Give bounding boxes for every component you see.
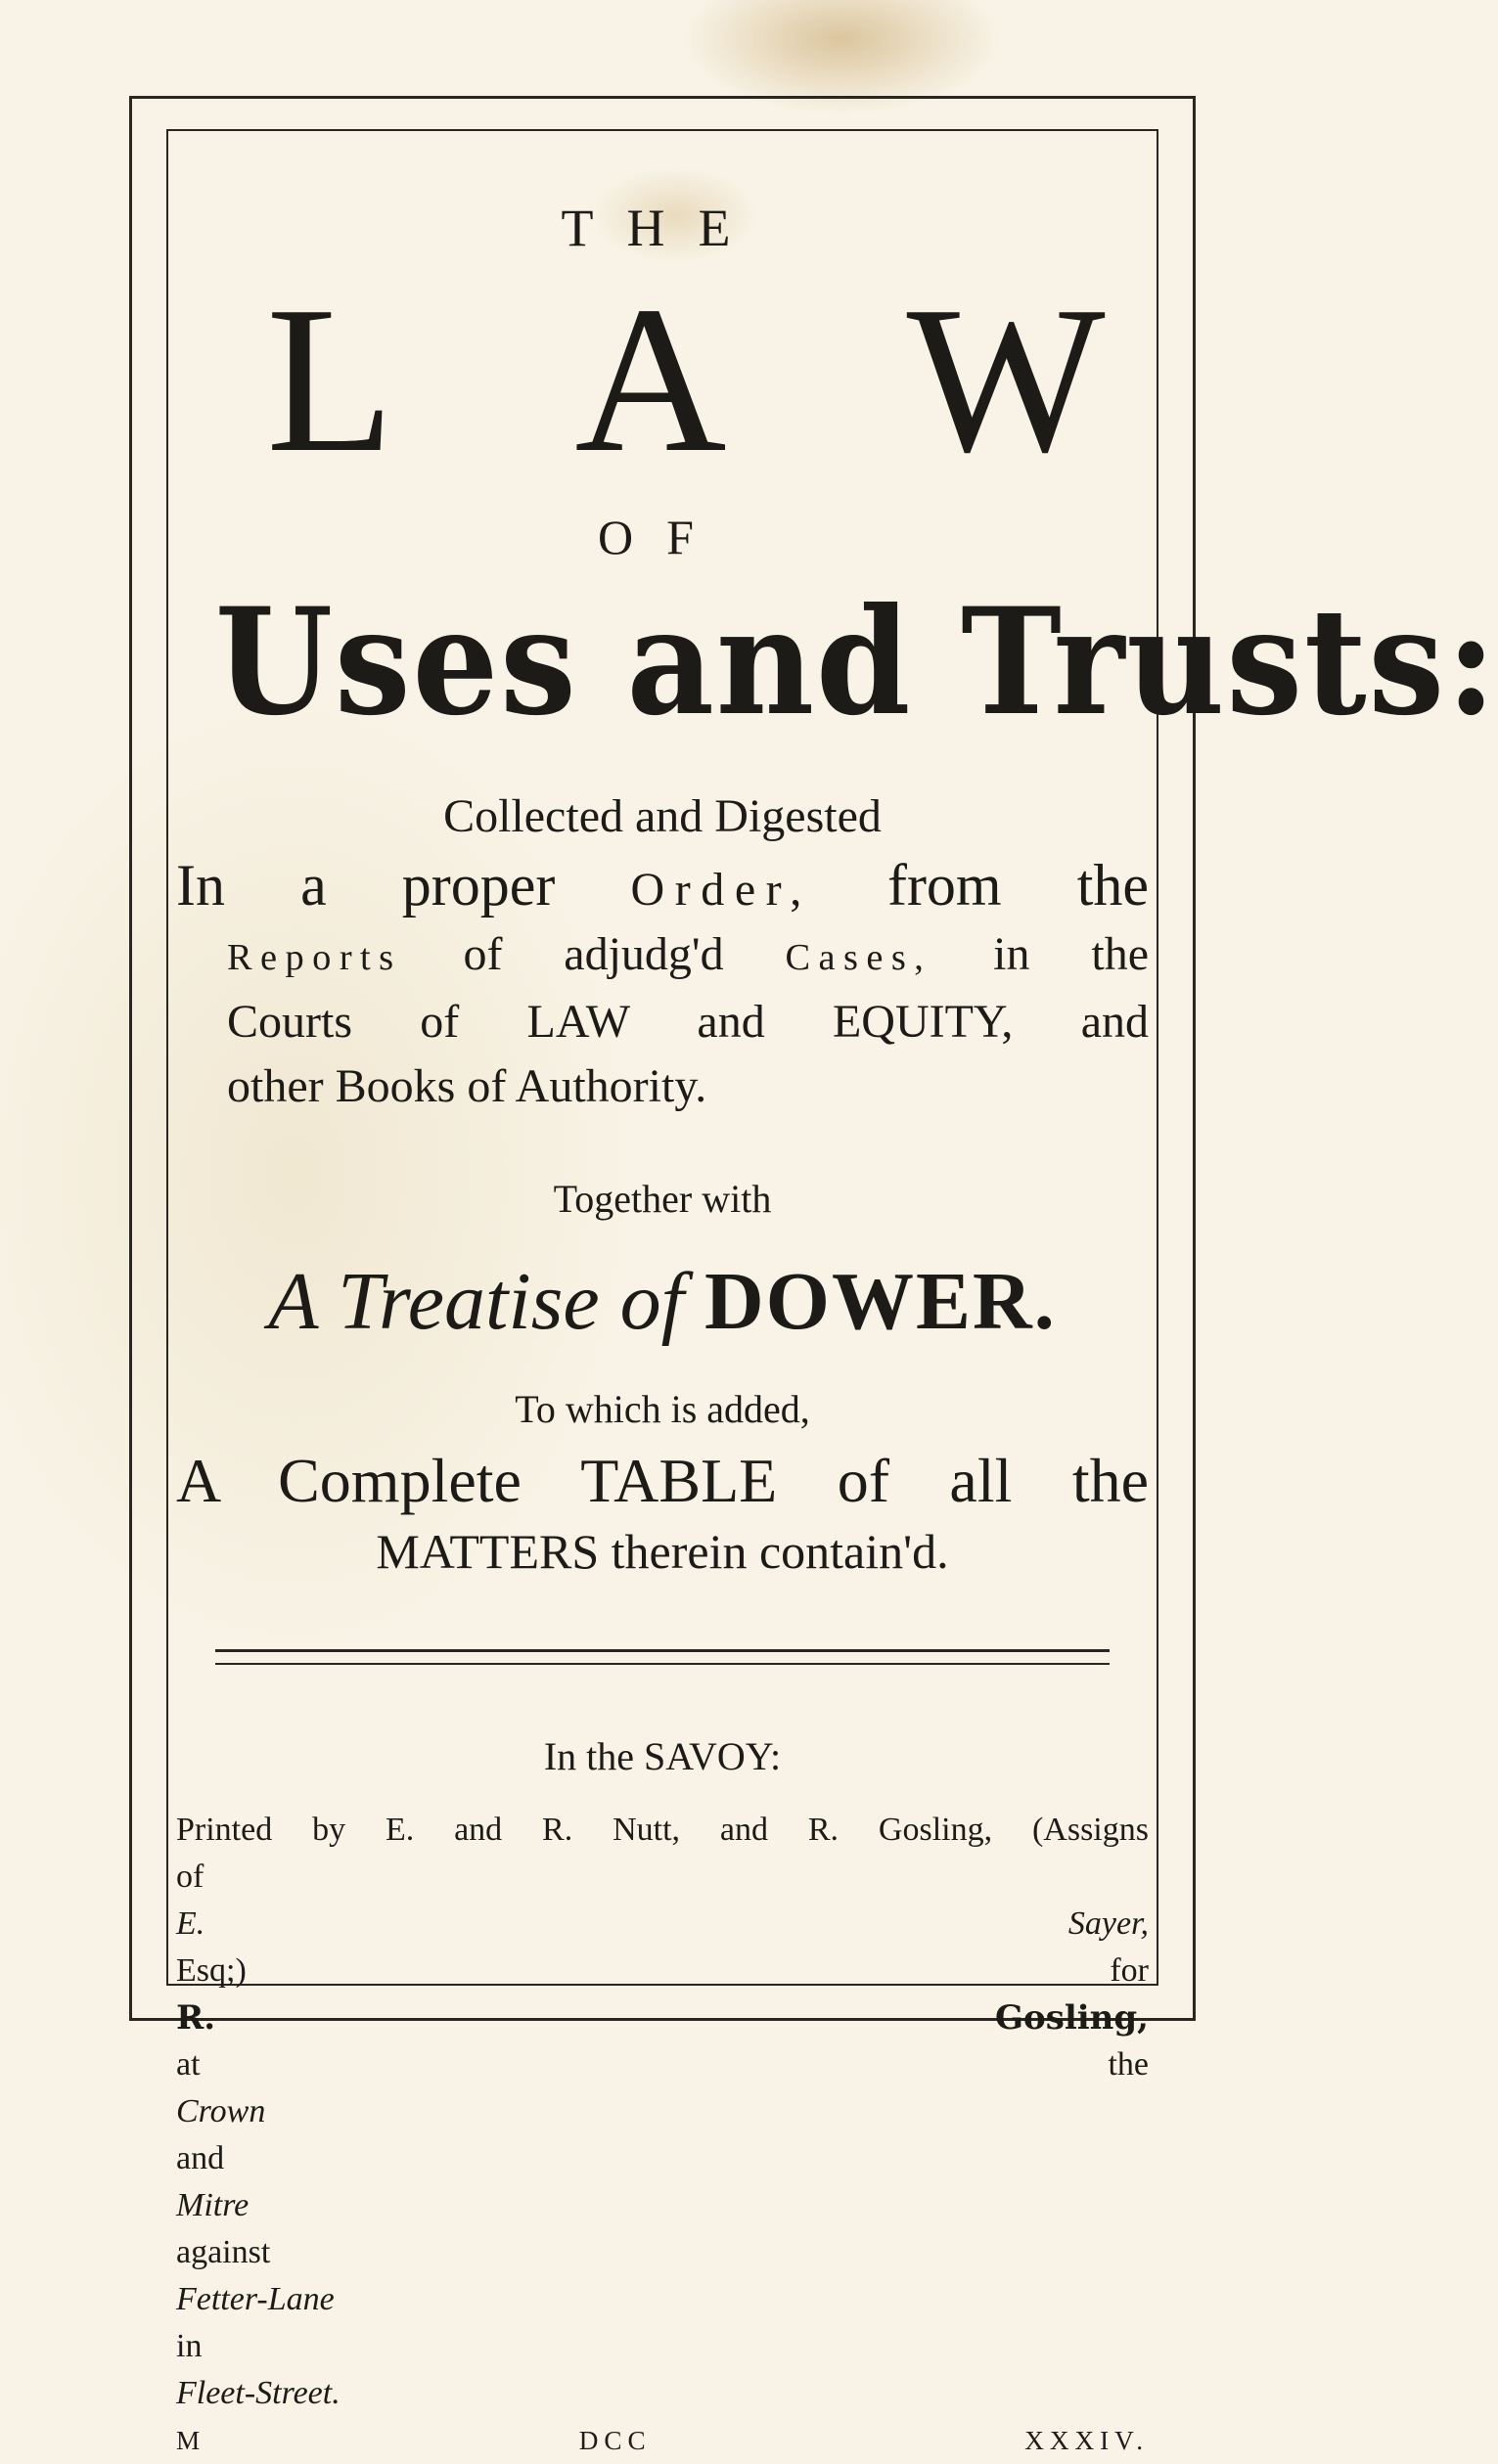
- complete-table-line: A Complete TABLE of all the: [176, 1446, 1149, 1515]
- divider-rule: [215, 1663, 1110, 1665]
- title-page: [176, 129, 1498, 2455]
- imprint-line-2: of E. Sayer, Esq;) for R. Gosling, at the Crown and: [176, 1859, 1149, 2176]
- courts-line: Courts of LAW and EQUITY, and: [227, 996, 1149, 1048]
- imprint-line-1: Printed by E. and R. Nutt, and R. Gosling, (Assigns: [176, 1812, 1149, 1848]
- law-letter: L: [266, 262, 395, 496]
- title-subject: Uses and Trusts:: [214, 576, 1498, 748]
- title-the: THE: [561, 199, 764, 257]
- order-line: In a proper Order, from the: [176, 853, 1149, 918]
- authority-line: other Books of Authority.: [227, 1060, 707, 1112]
- collected-line: Collected and Digested: [443, 790, 882, 842]
- divider-rule: [215, 1649, 1110, 1652]
- treatise-line: A Treatise of DOWER.: [268, 1256, 1057, 1347]
- together-line: Together with: [553, 1177, 772, 1221]
- law-letter: A: [574, 262, 727, 496]
- matters-line: MATTERS therein contain'd.: [376, 1524, 949, 1579]
- title-law: [176, 262, 1149, 496]
- description-paragraph: [176, 853, 1149, 1119]
- savoy-line: In the SAVOY:: [543, 1734, 782, 1778]
- imprint: [176, 1807, 1149, 2464]
- reports-line: Reports of adjudg'd Cases, in the: [227, 928, 1149, 980]
- added-line: To which is added,: [515, 1387, 810, 1431]
- law-letter: W: [906, 262, 1106, 496]
- title-of: OF: [598, 510, 727, 564]
- imprint-line-3: Mitre against Fetter-Lane in Fleet-Street. M DCC XXXIV.: [176, 2187, 1149, 2455]
